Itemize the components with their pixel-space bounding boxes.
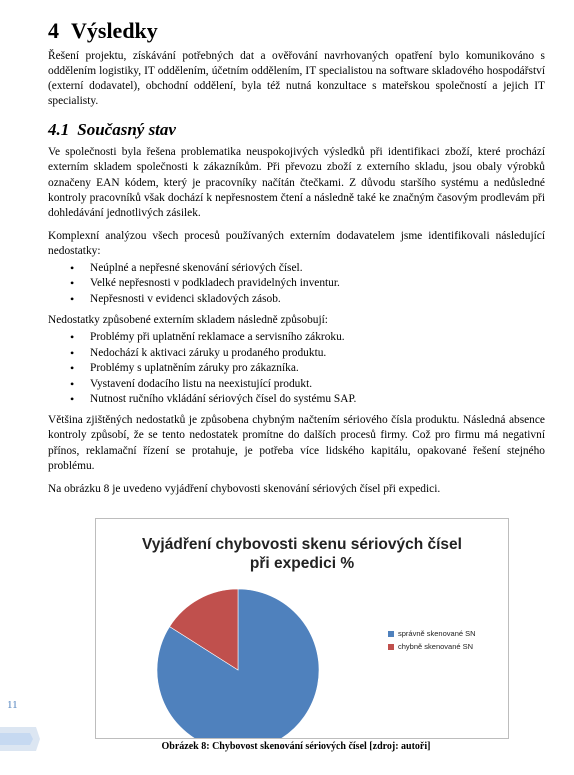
- paragraph-consequences-intro: Nedostatky způsobené externím skladem následně způsobují:: [48, 314, 328, 327]
- legend-item-correct: [388, 627, 476, 640]
- list-item: • Nepřesnosti v evidenci skladových zásob.: [76, 292, 545, 307]
- chart-title-line-2: při expedici %: [249, 555, 355, 572]
- paragraph-summary: Většina zjištěných nedostatků je způsobena chybným načtením sériového čísla produktu. Následná absence kontroly způsobí, že se tento nedostatek promítne do dalších procesů firmy. Což pro firmu má negativní přínos, reklamační řízení se protahuje, je potřeba více lidského kapitálu, opakované řešení stejného problému.: [48, 414, 545, 472]
- list-item: • Velké nepřesnosti v podkladech pravidelných inventur.: [76, 276, 545, 291]
- pie-chart: [95, 518, 509, 739]
- page-number: 11: [7, 699, 18, 711]
- chapter-heading: [48, 18, 545, 44]
- paragraph-figure-reference: Na obrázku 8 je uvedeno vyjádření chybovosti skenování sériových čísel při expedici.: [48, 482, 441, 495]
- chapter-number: 4: [48, 18, 59, 43]
- consequences-list: [48, 330, 545, 407]
- deficiencies-list: [48, 261, 545, 307]
- section-number: 4.1: [48, 120, 70, 140]
- paragraph-current-state: Ve společnosti byla řešena problematika neuspokojivých výsledků při identifikaci zboží, které prochází externím skladem společnosti k zákazníkům. Při převozu zboží z externího skladu, jsou obaly výrobků označeny EAN kódem, který je pracovníky načítán čtečkami. Z důvodu staršího systému a nedůsledné kontroly pracovníků však dochází k nepřesnostem čtení a následně také ke značným časovým prodlevám při dohledávání jednotlivých zásilek.: [48, 146, 545, 219]
- section-title: Současný stav: [77, 120, 176, 140]
- figure-caption: Obrázek 8: Chybovost skenování sériových čísel [zdroj: autoři]: [161, 741, 431, 752]
- legend-swatch-incorrect: [388, 644, 394, 650]
- chart-legend: [388, 627, 476, 653]
- page-content: [48, 18, 545, 505]
- list-item: • Problémy s uplatněním záruky pro zákazníka.: [76, 361, 545, 376]
- legend-item-incorrect: [388, 640, 476, 653]
- chapter-intro-paragraph: Řešení projektu, získávání potřebných dat a ověřování navrhovaných opatření bylo komunikováno s oddělením logistiky, IT oddělením, účetním oddělením, IT specialistou na software skladového hospodářství (externí dodavatel), obchodní oddělení, byla též nutná konzultace s mateřskou společností a jejich IT specialisty.: [48, 50, 545, 108]
- paragraph-analysis-intro: Komplexní analýzou všech procesů používaných externím dodavatelem jsme identifikovali následující nedostatky:: [48, 229, 545, 257]
- legend-label-incorrect: chybně skenované SN: [398, 642, 474, 651]
- list-item: • Nedochází k aktivaci záruky u prodaného produktu.: [76, 346, 545, 361]
- list-item: • Nutnost ručního vkládání sériových čísel do systému SAP.: [76, 392, 545, 407]
- chapter-title: Výsledky: [71, 18, 158, 43]
- chart-title-line-1: Vyjádření chybovosti skenu sériových čísel: [142, 536, 462, 553]
- section-heading: [48, 119, 545, 141]
- legend-label-correct: správně skenované SN: [398, 629, 476, 638]
- list-item: • Vystavení dodacího listu na neexistující produkt.: [76, 377, 545, 392]
- list-item: • Problémy při uplatnění reklamace a servisního zákroku.: [76, 330, 545, 345]
- page-tab-decoration: [0, 727, 44, 751]
- list-item: • Neúplné a nepřesné skenování sériových čísel.: [76, 261, 545, 276]
- legend-swatch-correct: [388, 631, 394, 637]
